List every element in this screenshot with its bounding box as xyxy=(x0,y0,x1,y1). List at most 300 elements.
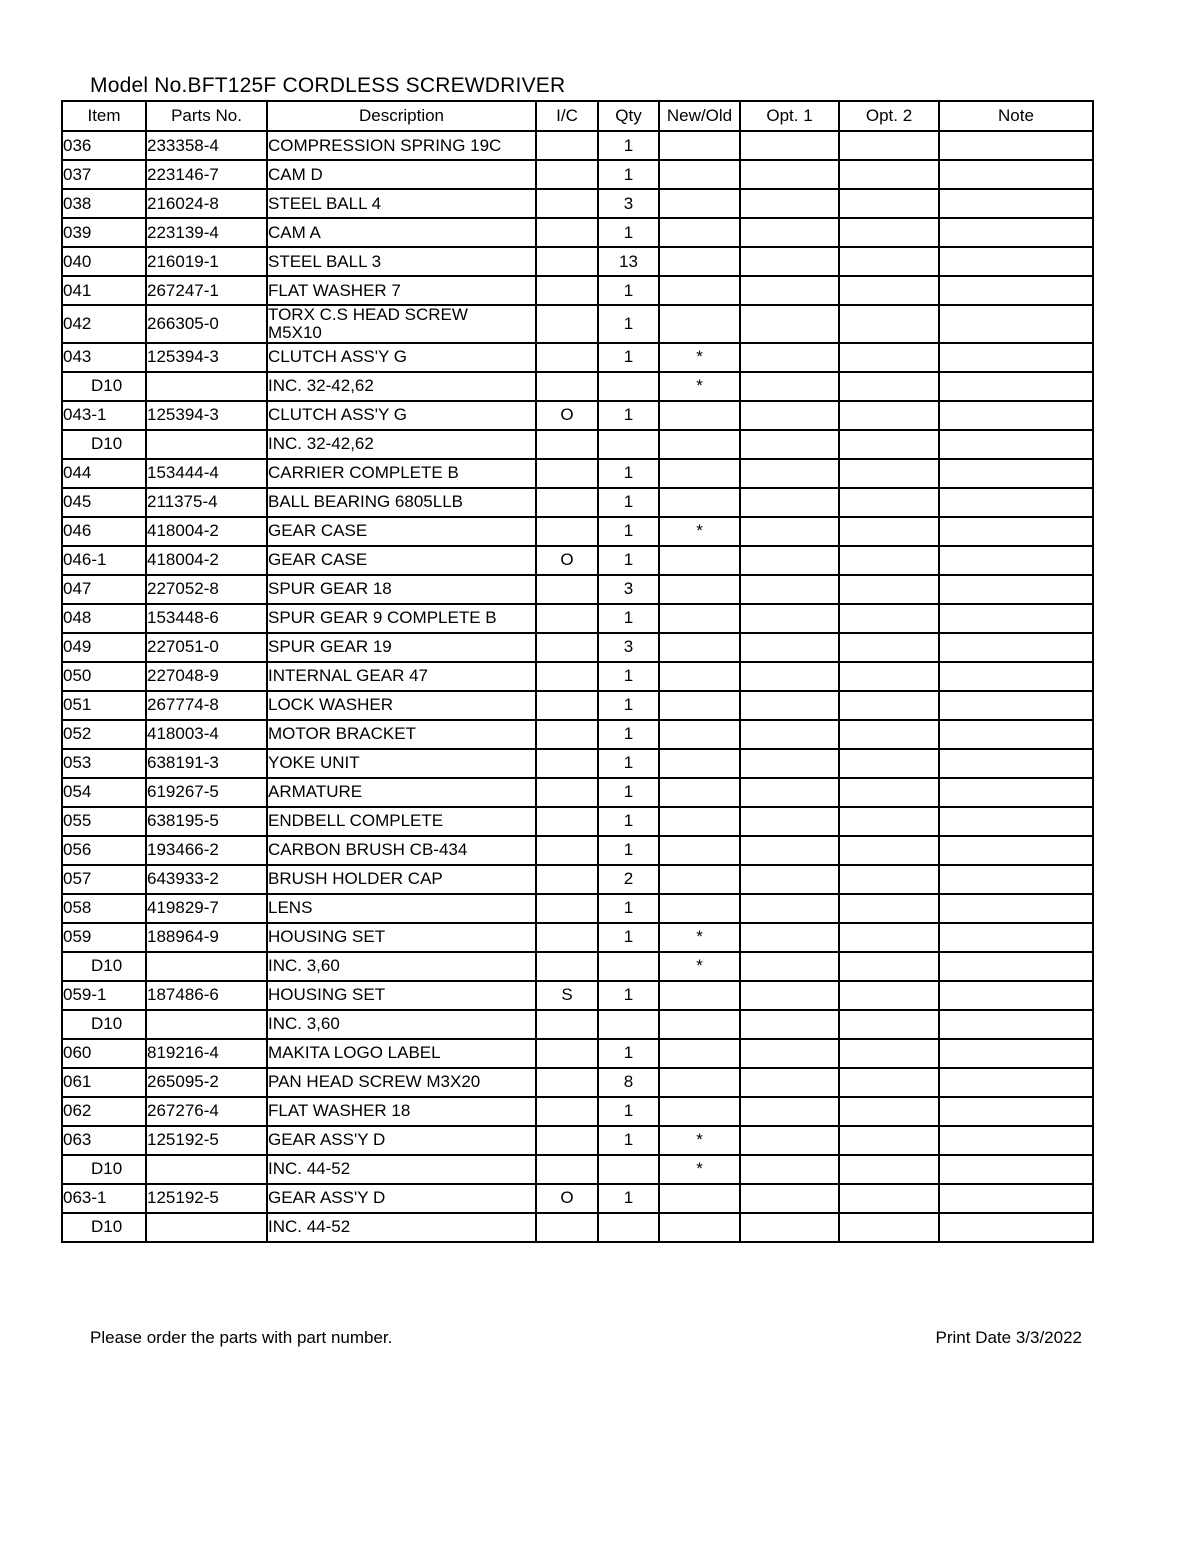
table-row xyxy=(62,488,1093,517)
cell-ic xyxy=(536,720,598,749)
table-row xyxy=(62,575,1093,604)
cell-qty: 1 xyxy=(598,401,659,430)
table-header-row xyxy=(62,101,1093,131)
cell-description: COMPRESSION SPRING 19C xyxy=(267,131,536,160)
cell-ic: O xyxy=(536,546,598,575)
cell-qty: 1 xyxy=(598,517,659,546)
cell-opt-1 xyxy=(740,160,839,189)
cell-opt-1 xyxy=(740,276,839,305)
cell-ic xyxy=(536,305,598,343)
table-row xyxy=(62,1068,1093,1097)
cell-note xyxy=(939,952,1093,981)
cell-item: 063 xyxy=(62,1126,146,1155)
cell-note xyxy=(939,633,1093,662)
table-row xyxy=(62,691,1093,720)
table-row xyxy=(62,720,1093,749)
cell-parts-no: 418003-4 xyxy=(146,720,267,749)
cell-parts-no: 266305-0 xyxy=(146,305,267,343)
cell-note xyxy=(939,276,1093,305)
cell-parts-no: 267774-8 xyxy=(146,691,267,720)
cell-description: MAKITA LOGO LABEL xyxy=(267,1039,536,1068)
cell-ic xyxy=(536,836,598,865)
cell-new-old xyxy=(659,401,740,430)
cell-item: 059 xyxy=(62,923,146,952)
cell-ic xyxy=(536,160,598,189)
header-ic: I/C xyxy=(536,101,598,131)
cell-ic xyxy=(536,276,598,305)
cell-description: HOUSING SET xyxy=(267,981,536,1010)
table-row xyxy=(62,459,1093,488)
cell-parts-no: 193466-2 xyxy=(146,836,267,865)
table-row xyxy=(62,546,1093,575)
cell-description: MOTOR BRACKET xyxy=(267,720,536,749)
cell-opt-1 xyxy=(740,894,839,923)
cell-qty: 1 xyxy=(598,720,659,749)
description-line: M5X10 xyxy=(268,322,322,342)
cell-parts-no: 227051-0 xyxy=(146,633,267,662)
cell-parts-no: 619267-5 xyxy=(146,778,267,807)
cell-description: CAM A xyxy=(267,218,536,247)
cell-description: SPUR GEAR 19 xyxy=(267,633,536,662)
cell-parts-no: 223139-4 xyxy=(146,218,267,247)
cell-new-old xyxy=(659,662,740,691)
cell-ic xyxy=(536,633,598,662)
cell-note xyxy=(939,981,1093,1010)
order-note: Please order the parts with part number. xyxy=(90,1328,393,1347)
cell-item: 038 xyxy=(62,189,146,218)
cell-item: 046-1 xyxy=(62,546,146,575)
table-row xyxy=(62,807,1093,836)
cell-description: STEEL BALL 4 xyxy=(267,189,536,218)
cell-opt-2 xyxy=(839,1155,939,1184)
cell-opt-1 xyxy=(740,923,839,952)
cell-description: LENS xyxy=(267,894,536,923)
cell-item: 052 xyxy=(62,720,146,749)
cell-qty xyxy=(598,430,659,459)
cell-description: CAM D xyxy=(267,160,536,189)
table-row xyxy=(62,836,1093,865)
cell-qty: 1 xyxy=(598,778,659,807)
cell-opt-1 xyxy=(740,1097,839,1126)
cell-opt-2 xyxy=(839,372,939,401)
cell-opt-1 xyxy=(740,1126,839,1155)
cell-new-old xyxy=(659,1213,740,1242)
parts-table-body xyxy=(62,131,1093,1242)
cell-opt-1 xyxy=(740,131,839,160)
cell-opt-2 xyxy=(839,131,939,160)
cell-opt-2 xyxy=(839,1213,939,1242)
cell-ic: O xyxy=(536,401,598,430)
cell-parts-no xyxy=(146,1213,267,1242)
cell-opt-2 xyxy=(839,894,939,923)
description-line: TORX C.S HEAD SCREW xyxy=(268,305,468,324)
cell-note xyxy=(939,923,1093,952)
cell-note xyxy=(939,1155,1093,1184)
cell-parts-no: 211375-4 xyxy=(146,488,267,517)
cell-item: 063-1 xyxy=(62,1184,146,1213)
cell-item: 044 xyxy=(62,459,146,488)
cell-ic xyxy=(536,1155,598,1184)
cell-new-old xyxy=(659,1184,740,1213)
cell-description: SPUR GEAR 18 xyxy=(267,575,536,604)
cell-description: ENDBELL COMPLETE xyxy=(267,807,536,836)
cell-opt-1 xyxy=(740,836,839,865)
cell-ic xyxy=(536,1039,598,1068)
cell-new-old xyxy=(659,1010,740,1039)
cell-description: CLUTCH ASS'Y G xyxy=(267,401,536,430)
cell-ic xyxy=(536,372,598,401)
cell-parts-no: 125192-5 xyxy=(146,1126,267,1155)
cell-parts-no: 216024-8 xyxy=(146,189,267,218)
cell-opt-2 xyxy=(839,160,939,189)
cell-new-old: * xyxy=(659,343,740,372)
cell-ic xyxy=(536,218,598,247)
cell-item: 056 xyxy=(62,836,146,865)
table-row xyxy=(62,923,1093,952)
cell-new-old xyxy=(659,720,740,749)
cell-parts-no: 125394-3 xyxy=(146,401,267,430)
cell-opt-1 xyxy=(740,546,839,575)
cell-opt-2 xyxy=(839,488,939,517)
cell-note xyxy=(939,1097,1093,1126)
cell-opt-2 xyxy=(839,517,939,546)
cell-item: 045 xyxy=(62,488,146,517)
cell-note xyxy=(939,836,1093,865)
cell-note xyxy=(939,189,1093,218)
cell-item: D10 xyxy=(62,1010,146,1039)
cell-note xyxy=(939,691,1093,720)
cell-item: 041 xyxy=(62,276,146,305)
cell-description: SPUR GEAR 9 COMPLETE B xyxy=(267,604,536,633)
cell-ic xyxy=(536,1097,598,1126)
cell-description: LOCK WASHER xyxy=(267,691,536,720)
cell-note xyxy=(939,720,1093,749)
cell-note xyxy=(939,488,1093,517)
cell-opt-2 xyxy=(839,218,939,247)
cell-note xyxy=(939,546,1093,575)
cell-parts-no xyxy=(146,372,267,401)
cell-ic xyxy=(536,1126,598,1155)
cell-new-old xyxy=(659,778,740,807)
cell-note xyxy=(939,343,1093,372)
cell-opt-1 xyxy=(740,575,839,604)
cell-ic xyxy=(536,430,598,459)
cell-description: CLUTCH ASS'Y G xyxy=(267,343,536,372)
cell-note xyxy=(939,401,1093,430)
cell-new-old xyxy=(659,430,740,459)
cell-new-old xyxy=(659,131,740,160)
cell-opt-1 xyxy=(740,1039,839,1068)
cell-opt-1 xyxy=(740,865,839,894)
cell-note xyxy=(939,894,1093,923)
cell-parts-no: 267247-1 xyxy=(146,276,267,305)
cell-item: 055 xyxy=(62,807,146,836)
cell-opt-2 xyxy=(839,1126,939,1155)
cell-note xyxy=(939,807,1093,836)
cell-item: 040 xyxy=(62,247,146,276)
cell-note xyxy=(939,459,1093,488)
cell-new-old xyxy=(659,546,740,575)
cell-parts-no: 819216-4 xyxy=(146,1039,267,1068)
cell-opt-2 xyxy=(839,276,939,305)
cell-ic xyxy=(536,778,598,807)
table-row xyxy=(62,749,1093,778)
cell-qty: 1 xyxy=(598,894,659,923)
table-row xyxy=(62,1213,1093,1242)
cell-description: GEAR ASS'Y D xyxy=(267,1126,536,1155)
cell-opt-1 xyxy=(740,749,839,778)
cell-description: BALL BEARING 6805LLB xyxy=(267,488,536,517)
cell-opt-2 xyxy=(839,778,939,807)
parts-table xyxy=(61,100,1094,1243)
cell-description: BRUSH HOLDER CAP xyxy=(267,865,536,894)
cell-item: 054 xyxy=(62,778,146,807)
cell-opt-2 xyxy=(839,952,939,981)
cell-opt-1 xyxy=(740,488,839,517)
cell-opt-2 xyxy=(839,575,939,604)
cell-item: 043 xyxy=(62,343,146,372)
cell-new-old xyxy=(659,218,740,247)
cell-opt-2 xyxy=(839,923,939,952)
cell-parts-no: 419829-7 xyxy=(146,894,267,923)
cell-parts-no: 153444-4 xyxy=(146,459,267,488)
cell-new-old xyxy=(659,981,740,1010)
cell-qty xyxy=(598,372,659,401)
cell-qty: 1 xyxy=(598,131,659,160)
cell-ic xyxy=(536,131,598,160)
cell-qty: 8 xyxy=(598,1068,659,1097)
cell-note xyxy=(939,1039,1093,1068)
cell-qty: 1 xyxy=(598,305,659,343)
table-row xyxy=(62,517,1093,546)
cell-item: 051 xyxy=(62,691,146,720)
cell-opt-2 xyxy=(839,865,939,894)
cell-item: 059-1 xyxy=(62,981,146,1010)
cell-qty: 1 xyxy=(598,276,659,305)
cell-new-old xyxy=(659,1039,740,1068)
cell-qty: 1 xyxy=(598,749,659,778)
cell-parts-no: 223146-7 xyxy=(146,160,267,189)
cell-parts-no: 153448-6 xyxy=(146,604,267,633)
cell-parts-no: 125394-3 xyxy=(146,343,267,372)
cell-description: CARRIER COMPLETE B xyxy=(267,459,536,488)
cell-parts-no: 227052-8 xyxy=(146,575,267,604)
cell-new-old xyxy=(659,604,740,633)
cell-item: D10 xyxy=(62,1213,146,1242)
cell-parts-no: 265095-2 xyxy=(146,1068,267,1097)
cell-note xyxy=(939,160,1093,189)
cell-opt-1 xyxy=(740,218,839,247)
cell-opt-1 xyxy=(740,662,839,691)
cell-opt-1 xyxy=(740,981,839,1010)
cell-opt-2 xyxy=(839,1039,939,1068)
header-new-old: New/Old xyxy=(659,101,740,131)
cell-qty: 1 xyxy=(598,1126,659,1155)
cell-opt-1 xyxy=(740,1213,839,1242)
header-opt-2: Opt. 2 xyxy=(839,101,939,131)
cell-description: PAN HEAD SCREW M3X20 xyxy=(267,1068,536,1097)
table-row xyxy=(62,247,1093,276)
cell-description: INC. 44-52 xyxy=(267,1155,536,1184)
table-row xyxy=(62,981,1093,1010)
table-row xyxy=(62,430,1093,459)
cell-opt-2 xyxy=(839,691,939,720)
cell-opt-1 xyxy=(740,372,839,401)
cell-opt-2 xyxy=(839,662,939,691)
cell-new-old xyxy=(659,691,740,720)
cell-qty: 1 xyxy=(598,218,659,247)
cell-item: 043-1 xyxy=(62,401,146,430)
cell-parts-no: 638191-3 xyxy=(146,749,267,778)
cell-ic xyxy=(536,488,598,517)
cell-item: 053 xyxy=(62,749,146,778)
cell-description: INC. 3,60 xyxy=(267,1010,536,1039)
cell-new-old xyxy=(659,459,740,488)
cell-ic xyxy=(536,247,598,276)
cell-new-old xyxy=(659,836,740,865)
table-row xyxy=(62,1010,1093,1039)
cell-item: D10 xyxy=(62,372,146,401)
cell-ic xyxy=(536,604,598,633)
cell-note xyxy=(939,131,1093,160)
cell-description: ARMATURE xyxy=(267,778,536,807)
cell-ic xyxy=(536,894,598,923)
cell-item: 057 xyxy=(62,865,146,894)
cell-opt-2 xyxy=(839,633,939,662)
cell-item: 049 xyxy=(62,633,146,662)
header-qty: Qty xyxy=(598,101,659,131)
table-row xyxy=(62,894,1093,923)
cell-qty: 1 xyxy=(598,1039,659,1068)
cell-qty: 3 xyxy=(598,189,659,218)
cell-ic xyxy=(536,865,598,894)
cell-item: D10 xyxy=(62,1155,146,1184)
cell-new-old xyxy=(659,189,740,218)
cell-opt-2 xyxy=(839,343,939,372)
header-item: Item xyxy=(62,101,146,131)
cell-qty: 1 xyxy=(598,807,659,836)
cell-description: GEAR CASE xyxy=(267,517,536,546)
cell-item: 042 xyxy=(62,305,146,343)
cell-note xyxy=(939,575,1093,604)
cell-new-old: * xyxy=(659,1155,740,1184)
cell-item: 060 xyxy=(62,1039,146,1068)
cell-opt-2 xyxy=(839,247,939,276)
cell-opt-2 xyxy=(839,836,939,865)
cell-item: 062 xyxy=(62,1097,146,1126)
cell-ic: O xyxy=(536,1184,598,1213)
cell-qty xyxy=(598,1213,659,1242)
table-row xyxy=(62,305,1093,343)
cell-opt-1 xyxy=(740,247,839,276)
cell-opt-2 xyxy=(839,1097,939,1126)
table-row xyxy=(62,131,1093,160)
cell-ic xyxy=(536,749,598,778)
table-row xyxy=(62,343,1093,372)
table-row xyxy=(62,633,1093,662)
cell-qty xyxy=(598,1155,659,1184)
cell-qty: 1 xyxy=(598,923,659,952)
cell-ic xyxy=(536,1010,598,1039)
cell-new-old xyxy=(659,894,740,923)
cell-opt-2 xyxy=(839,305,939,343)
header-description: Description xyxy=(267,101,536,131)
cell-qty: 2 xyxy=(598,865,659,894)
cell-new-old xyxy=(659,160,740,189)
cell-parts-no xyxy=(146,952,267,981)
table-row xyxy=(62,1097,1093,1126)
cell-new-old xyxy=(659,575,740,604)
table-row xyxy=(62,1155,1093,1184)
cell-ic xyxy=(536,662,598,691)
cell-qty: 1 xyxy=(598,1097,659,1126)
cell-parts-no: 188964-9 xyxy=(146,923,267,952)
cell-new-old: * xyxy=(659,923,740,952)
cell-note xyxy=(939,1184,1093,1213)
cell-item: 047 xyxy=(62,575,146,604)
cell-new-old xyxy=(659,276,740,305)
cell-qty: 1 xyxy=(598,604,659,633)
table-row xyxy=(62,604,1093,633)
cell-new-old xyxy=(659,247,740,276)
table-row xyxy=(62,1039,1093,1068)
cell-note xyxy=(939,1068,1093,1097)
cell-description: STEEL BALL 3 xyxy=(267,247,536,276)
cell-ic xyxy=(536,807,598,836)
cell-qty xyxy=(598,952,659,981)
cell-item: 061 xyxy=(62,1068,146,1097)
cell-opt-2 xyxy=(839,401,939,430)
cell-qty: 1 xyxy=(598,981,659,1010)
cell-parts-no: 233358-4 xyxy=(146,131,267,160)
cell-item: 039 xyxy=(62,218,146,247)
cell-description: GEAR CASE xyxy=(267,546,536,575)
cell-new-old: * xyxy=(659,952,740,981)
cell-note xyxy=(939,604,1093,633)
header-opt-1: Opt. 1 xyxy=(740,101,839,131)
cell-opt-2 xyxy=(839,189,939,218)
cell-opt-2 xyxy=(839,807,939,836)
cell-description: INC. 44-52 xyxy=(267,1213,536,1242)
cell-opt-2 xyxy=(839,430,939,459)
cell-qty: 1 xyxy=(598,662,659,691)
cell-note xyxy=(939,305,1093,343)
cell-item: 046 xyxy=(62,517,146,546)
cell-ic xyxy=(536,189,598,218)
table-row xyxy=(62,1184,1093,1213)
cell-ic xyxy=(536,343,598,372)
cell-opt-1 xyxy=(740,1068,839,1097)
table-row xyxy=(62,218,1093,247)
cell-parts-no: 267276-4 xyxy=(146,1097,267,1126)
cell-note xyxy=(939,247,1093,276)
cell-ic xyxy=(536,575,598,604)
table-row xyxy=(62,276,1093,305)
cell-opt-1 xyxy=(740,343,839,372)
cell-opt-2 xyxy=(839,546,939,575)
cell-opt-1 xyxy=(740,1155,839,1184)
cell-parts-no: 418004-2 xyxy=(146,546,267,575)
cell-note xyxy=(939,662,1093,691)
cell-ic xyxy=(536,1068,598,1097)
cell-item: 036 xyxy=(62,131,146,160)
cell-new-old xyxy=(659,305,740,343)
cell-opt-1 xyxy=(740,807,839,836)
cell-description: INC. 3,60 xyxy=(267,952,536,981)
cell-opt-1 xyxy=(740,305,839,343)
cell-note xyxy=(939,1126,1093,1155)
cell-new-old xyxy=(659,749,740,778)
